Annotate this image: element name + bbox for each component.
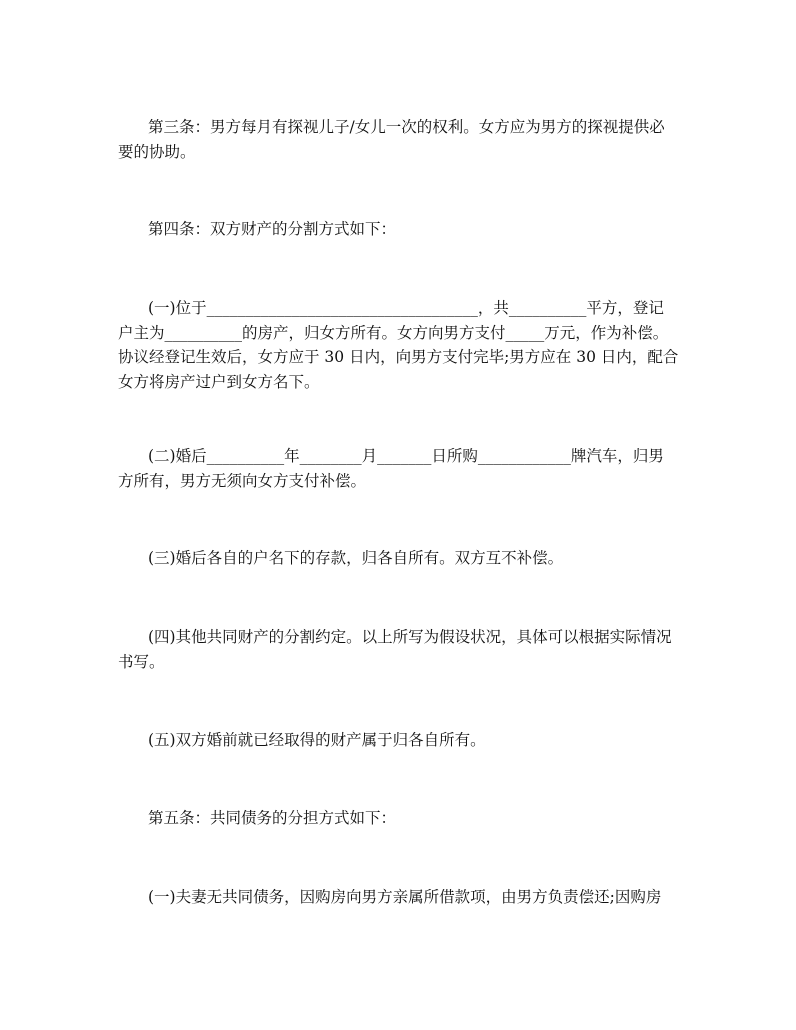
text-line: 第五条：共同债务的分担方式如下： <box>148 809 397 827</box>
clause-4-item-5-premarital-property <box>118 728 718 753</box>
text-line: (四)其他共同财产的分割约定。以上所写为假设状况，具体可以根据实际情况 <box>148 628 672 646</box>
text-line: 协议经登记生效后，女方应于 30 日内，向男方支付完毕;男方应在 30 日内，配合 <box>118 348 679 367</box>
clause-4-item-1-house <box>118 296 718 395</box>
text-line: (一)夫妻无共同债务，因购房向男方亲属所借款项，由男方负责偿还;因购房 <box>148 888 662 906</box>
text-line: (一)位于___________________________________，共__________平方，登记 <box>148 299 664 317</box>
text-line: 第三条：男方每月有探视儿子/女儿一次的权利。女方应为男方的探视提供必 <box>148 118 665 136</box>
clause-4-item-3-deposits <box>118 546 718 571</box>
text-line: 书写。 <box>118 652 165 671</box>
text-line: 第四条：双方财产的分割方式如下： <box>148 220 397 238</box>
text-line: (三)婚后各自的户名下的存款，归各自所有。双方互不补偿。 <box>148 549 564 567</box>
text-line: 户主为__________的房产，归女方所有。女方向男方支付_____万元，作为补偿。 <box>118 323 669 342</box>
clause-3-visitation-rights <box>118 115 718 164</box>
clause-4-item-2-car <box>118 444 718 493</box>
clause-4-heading <box>118 217 718 242</box>
clause-5-item-1-debts <box>118 885 718 910</box>
text-line: (二)婚后__________年________月_______日所购____________牌汽车，归男 <box>148 447 664 465</box>
text-line: 要的协助。 <box>118 142 196 161</box>
text-line: (五)双方婚前就已经取得的财产属于归各自所有。 <box>148 731 486 749</box>
clause-4-item-4-other-property <box>118 625 718 674</box>
text-line: 方所有，男方无须向女方支付补偿。 <box>118 471 367 490</box>
clause-5-heading <box>118 806 718 831</box>
text-line: 女方将房产过户到女方名下。 <box>118 373 320 392</box>
